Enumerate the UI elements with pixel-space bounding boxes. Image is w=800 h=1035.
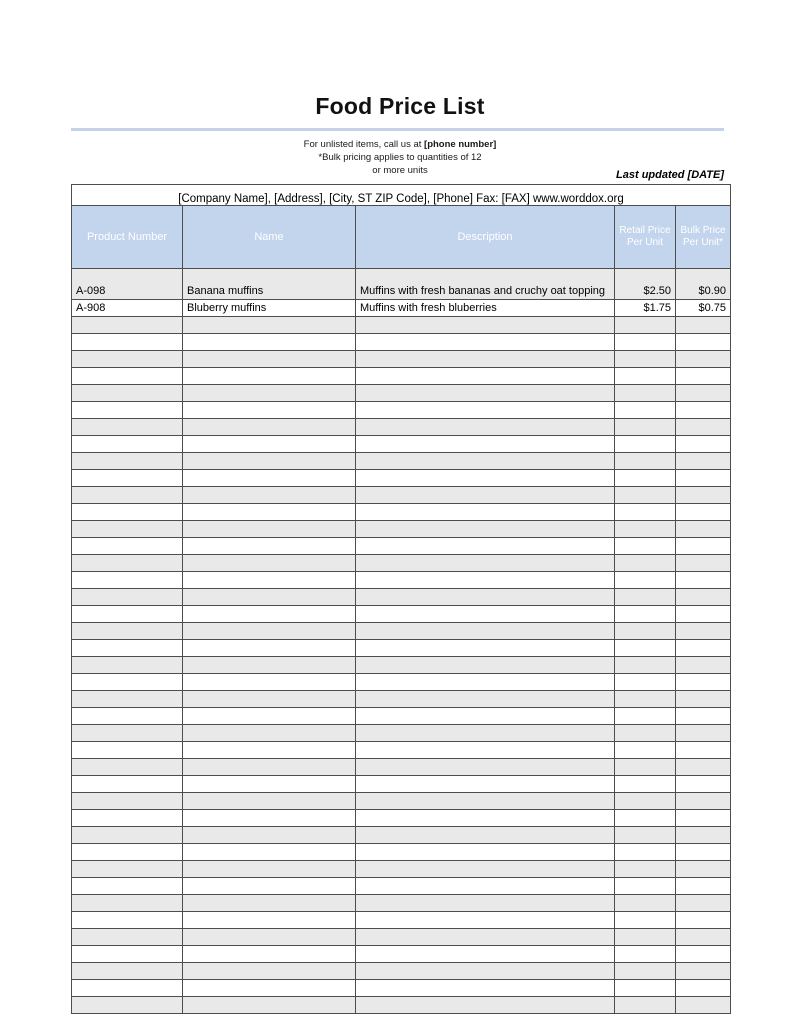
cell-description[interactable] xyxy=(356,878,615,895)
cell-name[interactable] xyxy=(183,776,356,793)
cell-bulk-price[interactable] xyxy=(676,742,731,759)
cell-retail-price[interactable] xyxy=(615,691,676,708)
cell-name[interactable] xyxy=(183,946,356,963)
cell-name[interactable] xyxy=(183,963,356,980)
cell-bulk-price[interactable] xyxy=(676,368,731,385)
cell-description[interactable] xyxy=(356,997,615,1014)
cell-product-number[interactable] xyxy=(72,674,183,691)
cell-product-number[interactable] xyxy=(72,402,183,419)
subtitle-line-1 xyxy=(0,138,800,151)
cell-bulk-price[interactable] xyxy=(676,572,731,589)
table-row-empty[interactable] xyxy=(72,487,731,504)
cell-description[interactable] xyxy=(356,453,615,470)
cell-retail-price[interactable] xyxy=(615,589,676,606)
cell-product-number[interactable] xyxy=(72,606,183,623)
cell-description[interactable] xyxy=(356,861,615,878)
cell-retail-price[interactable] xyxy=(615,606,676,623)
cell-name[interactable] xyxy=(183,351,356,368)
cell-description[interactable] xyxy=(356,810,615,827)
phone-placeholder: [phone number] xyxy=(424,139,497,150)
table-row-empty[interactable] xyxy=(72,385,731,402)
cell-name[interactable] xyxy=(183,368,356,385)
cell-bulk-price[interactable] xyxy=(676,385,731,402)
cell-name[interactable] xyxy=(183,912,356,929)
cell-name[interactable] xyxy=(183,929,356,946)
price-table-container xyxy=(71,184,727,1014)
cell-retail-price[interactable] xyxy=(615,657,676,674)
cell-description[interactable] xyxy=(356,606,615,623)
cell-description[interactable] xyxy=(356,691,615,708)
cell-product-number[interactable] xyxy=(72,521,183,538)
cell-name[interactable] xyxy=(183,640,356,657)
cell-name[interactable] xyxy=(183,691,356,708)
cell-product-number[interactable] xyxy=(72,878,183,895)
cell-product-number[interactable] xyxy=(72,776,183,793)
table-row-empty[interactable] xyxy=(72,419,731,436)
cell-description[interactable] xyxy=(356,895,615,912)
cell-bulk-price[interactable] xyxy=(676,640,731,657)
cell-retail-price[interactable] xyxy=(615,317,676,334)
table-row-empty[interactable] xyxy=(72,351,731,368)
cell-description[interactable] xyxy=(356,657,615,674)
cell-product-number[interactable] xyxy=(72,538,183,555)
cell-bulk-price[interactable]: $0.90 xyxy=(676,269,731,300)
cell-product-number[interactable] xyxy=(72,453,183,470)
cell-description[interactable] xyxy=(356,912,615,929)
cell-retail-price[interactable] xyxy=(615,419,676,436)
table-row-empty[interactable] xyxy=(72,691,731,708)
cell-description[interactable] xyxy=(356,317,615,334)
cell-product-number[interactable] xyxy=(72,963,183,980)
cell-retail-price[interactable] xyxy=(615,402,676,419)
cell-bulk-price[interactable] xyxy=(676,453,731,470)
cell-retail-price[interactable] xyxy=(615,793,676,810)
cell-description[interactable] xyxy=(356,351,615,368)
cell-product-number[interactable] xyxy=(72,895,183,912)
cell-product-number[interactable] xyxy=(72,623,183,640)
cell-description[interactable] xyxy=(356,487,615,504)
cell-bulk-price[interactable] xyxy=(676,980,731,997)
cell-description[interactable] xyxy=(356,963,615,980)
cell-name[interactable] xyxy=(183,385,356,402)
cell-name[interactable]: Banana muffins xyxy=(183,269,356,300)
cell-retail-price[interactable] xyxy=(615,640,676,657)
cell-product-number[interactable] xyxy=(72,912,183,929)
cell-name[interactable] xyxy=(183,895,356,912)
table-row-empty[interactable] xyxy=(72,861,731,878)
cell-bulk-price[interactable] xyxy=(676,402,731,419)
cell-product-number[interactable]: A-098 xyxy=(72,269,183,300)
cell-bulk-price[interactable] xyxy=(676,810,731,827)
cell-bulk-price[interactable] xyxy=(676,827,731,844)
cell-retail-price[interactable] xyxy=(615,623,676,640)
table-row-empty[interactable] xyxy=(72,521,731,538)
table-row-empty[interactable] xyxy=(72,674,731,691)
cell-retail-price[interactable] xyxy=(615,436,676,453)
cell-description[interactable] xyxy=(356,674,615,691)
cell-bulk-price[interactable] xyxy=(676,555,731,572)
cell-product-number[interactable] xyxy=(72,759,183,776)
cell-description[interactable] xyxy=(356,538,615,555)
table-row-empty[interactable] xyxy=(72,963,731,980)
cell-bulk-price[interactable] xyxy=(676,793,731,810)
table-row-empty[interactable] xyxy=(72,317,731,334)
cell-product-number[interactable] xyxy=(72,470,183,487)
cell-description[interactable] xyxy=(356,368,615,385)
cell-name[interactable]: Bluberry muffins xyxy=(183,300,356,317)
cell-retail-price[interactable] xyxy=(615,555,676,572)
cell-name[interactable] xyxy=(183,521,356,538)
cell-product-number[interactable] xyxy=(72,997,183,1014)
cell-product-number[interactable] xyxy=(72,436,183,453)
table-row-empty[interactable] xyxy=(72,436,731,453)
cell-retail-price[interactable] xyxy=(615,912,676,929)
subtitle-line-3: or more units xyxy=(372,165,428,176)
cell-description[interactable] xyxy=(356,827,615,844)
cell-name[interactable] xyxy=(183,657,356,674)
cell-retail-price[interactable] xyxy=(615,861,676,878)
cell-product-number[interactable] xyxy=(72,827,183,844)
cell-bulk-price[interactable] xyxy=(676,674,731,691)
cell-name[interactable] xyxy=(183,708,356,725)
cell-name[interactable] xyxy=(183,555,356,572)
table-row-empty[interactable] xyxy=(72,878,731,895)
cell-name[interactable] xyxy=(183,436,356,453)
cell-retail-price[interactable] xyxy=(615,572,676,589)
cell-product-number[interactable] xyxy=(72,555,183,572)
cell-description[interactable] xyxy=(356,844,615,861)
page-title: Food Price List xyxy=(315,93,485,119)
cell-name[interactable] xyxy=(183,504,356,521)
cell-product-number[interactable] xyxy=(72,861,183,878)
cell-name[interactable] xyxy=(183,470,356,487)
company-banner-row xyxy=(72,185,731,206)
cell-description[interactable] xyxy=(356,793,615,810)
cell-description[interactable] xyxy=(356,419,615,436)
cell-product-number[interactable] xyxy=(72,929,183,946)
cell-bulk-price[interactable] xyxy=(676,334,731,351)
table-row-empty[interactable] xyxy=(72,657,731,674)
cell-name[interactable] xyxy=(183,402,356,419)
title-block xyxy=(0,92,800,120)
cell-retail-price[interactable] xyxy=(615,504,676,521)
table-row-empty[interactable] xyxy=(72,334,731,351)
cell-bulk-price[interactable] xyxy=(676,606,731,623)
cell-retail-price[interactable] xyxy=(615,385,676,402)
cell-name[interactable] xyxy=(183,878,356,895)
table-row-empty[interactable] xyxy=(72,759,731,776)
cell-bulk-price[interactable] xyxy=(676,691,731,708)
cell-bulk-price[interactable] xyxy=(676,946,731,963)
cell-description[interactable] xyxy=(356,708,615,725)
cell-product-number[interactable]: A-908 xyxy=(72,300,183,317)
cell-retail-price[interactable] xyxy=(615,963,676,980)
cell-product-number[interactable] xyxy=(72,385,183,402)
table-row-empty[interactable] xyxy=(72,606,731,623)
table-row-empty[interactable] xyxy=(72,708,731,725)
table-row-empty[interactable] xyxy=(72,504,731,521)
column-header-bulk-price[interactable]: Bulk Price Per Unit* xyxy=(676,206,731,269)
cell-product-number[interactable] xyxy=(72,742,183,759)
cell-description[interactable] xyxy=(356,589,615,606)
cell-product-number[interactable] xyxy=(72,419,183,436)
table-header-row xyxy=(72,206,731,269)
cell-bulk-price[interactable] xyxy=(676,895,731,912)
cell-product-number[interactable] xyxy=(72,589,183,606)
table-row-empty[interactable] xyxy=(72,725,731,742)
cell-product-number[interactable] xyxy=(72,946,183,963)
cell-retail-price[interactable] xyxy=(615,980,676,997)
cell-bulk-price[interactable] xyxy=(676,657,731,674)
table-row[interactable] xyxy=(72,300,731,317)
cell-description[interactable] xyxy=(356,946,615,963)
cell-name[interactable] xyxy=(183,317,356,334)
cell-bulk-price[interactable] xyxy=(676,504,731,521)
cell-description[interactable] xyxy=(356,623,615,640)
cell-product-number[interactable] xyxy=(72,572,183,589)
cell-bulk-price[interactable] xyxy=(676,623,731,640)
table-row-empty[interactable] xyxy=(72,470,731,487)
table-row-empty[interactable] xyxy=(72,929,731,946)
table-row[interactable] xyxy=(72,269,731,300)
cell-name[interactable] xyxy=(183,453,356,470)
cell-retail-price[interactable] xyxy=(615,674,676,691)
cell-description[interactable] xyxy=(356,572,615,589)
cell-description[interactable] xyxy=(356,980,615,997)
table-row-empty[interactable] xyxy=(72,980,731,997)
cell-bulk-price[interactable] xyxy=(676,878,731,895)
table-row-empty[interactable] xyxy=(72,538,731,555)
cell-bulk-price[interactable] xyxy=(676,776,731,793)
table-row-empty[interactable] xyxy=(72,742,731,759)
cell-product-number[interactable] xyxy=(72,368,183,385)
cell-name[interactable] xyxy=(183,861,356,878)
cell-bulk-price[interactable] xyxy=(676,436,731,453)
cell-retail-price[interactable] xyxy=(615,776,676,793)
table-row-empty[interactable] xyxy=(72,555,731,572)
table-row-empty[interactable] xyxy=(72,453,731,470)
cell-retail-price[interactable] xyxy=(615,810,676,827)
cell-retail-price[interactable] xyxy=(615,827,676,844)
cell-name[interactable] xyxy=(183,827,356,844)
table-row-empty[interactable] xyxy=(72,810,731,827)
cell-description[interactable] xyxy=(356,334,615,351)
column-header-product-number[interactable]: Product Number xyxy=(72,206,183,269)
cell-retail-price[interactable] xyxy=(615,334,676,351)
cell-name[interactable] xyxy=(183,759,356,776)
cell-bulk-price[interactable]: $0.75 xyxy=(676,300,731,317)
cell-description[interactable]: Muffins with fresh bananas and cruchy oat topping xyxy=(356,269,615,300)
cell-retail-price[interactable] xyxy=(615,368,676,385)
table-row-empty[interactable] xyxy=(72,368,731,385)
cell-retail-price[interactable] xyxy=(615,470,676,487)
company-banner: [Company Name], [Address], [City, ST ZIP Code], [Phone] Fax: [FAX] www.worddox.org xyxy=(72,185,731,206)
cell-name[interactable] xyxy=(183,334,356,351)
cell-product-number[interactable] xyxy=(72,317,183,334)
cell-name[interactable] xyxy=(183,742,356,759)
cell-product-number[interactable] xyxy=(72,504,183,521)
table-row-empty[interactable] xyxy=(72,776,731,793)
cell-product-number[interactable] xyxy=(72,691,183,708)
table-row-empty[interactable] xyxy=(72,946,731,963)
last-updated-label: Last updated [DATE] xyxy=(616,169,724,181)
column-header-retail-price[interactable]: Retail Price Per Unit xyxy=(615,206,676,269)
cell-product-number[interactable] xyxy=(72,334,183,351)
column-header-name[interactable]: Name xyxy=(183,206,356,269)
cell-description[interactable] xyxy=(356,385,615,402)
cell-bulk-price[interactable] xyxy=(676,470,731,487)
cell-description[interactable] xyxy=(356,776,615,793)
cell-retail-price[interactable] xyxy=(615,997,676,1014)
subtitle-line-1-text: For unlisted items, call us at xyxy=(303,139,425,150)
table-row-empty[interactable] xyxy=(72,640,731,657)
cell-description[interactable] xyxy=(356,470,615,487)
cell-name[interactable] xyxy=(183,572,356,589)
cell-retail-price[interactable] xyxy=(615,895,676,912)
cell-retail-price[interactable] xyxy=(615,742,676,759)
cell-name[interactable] xyxy=(183,419,356,436)
cell-retail-price[interactable]: $1.75 xyxy=(615,300,676,317)
table-row-empty[interactable] xyxy=(72,572,731,589)
table-row-empty[interactable] xyxy=(72,844,731,861)
cell-name[interactable] xyxy=(183,725,356,742)
cell-bulk-price[interactable] xyxy=(676,725,731,742)
cell-retail-price[interactable] xyxy=(615,759,676,776)
title-divider xyxy=(71,128,724,131)
cell-product-number[interactable] xyxy=(72,793,183,810)
cell-product-number[interactable] xyxy=(72,351,183,368)
table-row-empty[interactable] xyxy=(72,912,731,929)
column-header-description[interactable]: Description xyxy=(356,206,615,269)
cell-name[interactable] xyxy=(183,606,356,623)
cell-retail-price[interactable] xyxy=(615,878,676,895)
cell-retail-price[interactable] xyxy=(615,708,676,725)
cell-description[interactable]: Muffins with fresh bluberries xyxy=(356,300,615,317)
cell-product-number[interactable] xyxy=(72,640,183,657)
cell-retail-price[interactable] xyxy=(615,351,676,368)
cell-retail-price[interactable] xyxy=(615,844,676,861)
cell-name[interactable] xyxy=(183,674,356,691)
cell-name[interactable] xyxy=(183,997,356,1014)
cell-product-number[interactable] xyxy=(72,708,183,725)
cell-description[interactable] xyxy=(356,759,615,776)
cell-description[interactable] xyxy=(356,640,615,657)
cell-bulk-price[interactable] xyxy=(676,861,731,878)
table-row-empty[interactable] xyxy=(72,589,731,606)
cell-name[interactable] xyxy=(183,810,356,827)
cell-bulk-price[interactable] xyxy=(676,317,731,334)
cell-bulk-price[interactable] xyxy=(676,912,731,929)
cell-retail-price[interactable] xyxy=(615,725,676,742)
cell-bulk-price[interactable] xyxy=(676,521,731,538)
cell-bulk-price[interactable] xyxy=(676,487,731,504)
table-row-empty[interactable] xyxy=(72,997,731,1014)
table-row-empty[interactable] xyxy=(72,402,731,419)
cell-product-number[interactable] xyxy=(72,725,183,742)
cell-bulk-price[interactable] xyxy=(676,538,731,555)
cell-description[interactable] xyxy=(356,555,615,572)
cell-retail-price[interactable] xyxy=(615,521,676,538)
cell-description[interactable] xyxy=(356,929,615,946)
cell-bulk-price[interactable] xyxy=(676,708,731,725)
cell-bulk-price[interactable] xyxy=(676,963,731,980)
price-table xyxy=(71,184,731,1014)
cell-retail-price[interactable] xyxy=(615,538,676,555)
cell-name[interactable] xyxy=(183,793,356,810)
cell-retail-price[interactable] xyxy=(615,946,676,963)
cell-product-number[interactable] xyxy=(72,487,183,504)
cell-name[interactable] xyxy=(183,980,356,997)
cell-bulk-price[interactable] xyxy=(676,929,731,946)
cell-description[interactable] xyxy=(356,504,615,521)
cell-bulk-price[interactable] xyxy=(676,589,731,606)
cell-description[interactable] xyxy=(356,436,615,453)
cell-product-number[interactable] xyxy=(72,657,183,674)
cell-retail-price[interactable] xyxy=(615,453,676,470)
cell-bulk-price[interactable] xyxy=(676,759,731,776)
table-row-empty[interactable] xyxy=(72,623,731,640)
table-row-empty[interactable] xyxy=(72,895,731,912)
cell-name[interactable] xyxy=(183,487,356,504)
cell-product-number[interactable] xyxy=(72,844,183,861)
cell-description[interactable] xyxy=(356,742,615,759)
table-row-empty[interactable] xyxy=(72,827,731,844)
cell-retail-price[interactable] xyxy=(615,929,676,946)
cell-name[interactable] xyxy=(183,538,356,555)
cell-description[interactable] xyxy=(356,521,615,538)
cell-description[interactable] xyxy=(356,402,615,419)
cell-bulk-price[interactable] xyxy=(676,844,731,861)
cell-name[interactable] xyxy=(183,623,356,640)
subtitle-line-2: *Bulk pricing applies to quantities of 12 xyxy=(318,152,482,163)
table-row-empty[interactable] xyxy=(72,793,731,810)
cell-product-number[interactable] xyxy=(72,810,183,827)
cell-bulk-price[interactable] xyxy=(676,997,731,1014)
cell-bulk-price[interactable] xyxy=(676,419,731,436)
cell-product-number[interactable] xyxy=(72,980,183,997)
cell-description[interactable] xyxy=(356,725,615,742)
cell-name[interactable] xyxy=(183,844,356,861)
cell-name[interactable] xyxy=(183,589,356,606)
cell-retail-price[interactable]: $2.50 xyxy=(615,269,676,300)
cell-retail-price[interactable] xyxy=(615,487,676,504)
cell-bulk-price[interactable] xyxy=(676,351,731,368)
